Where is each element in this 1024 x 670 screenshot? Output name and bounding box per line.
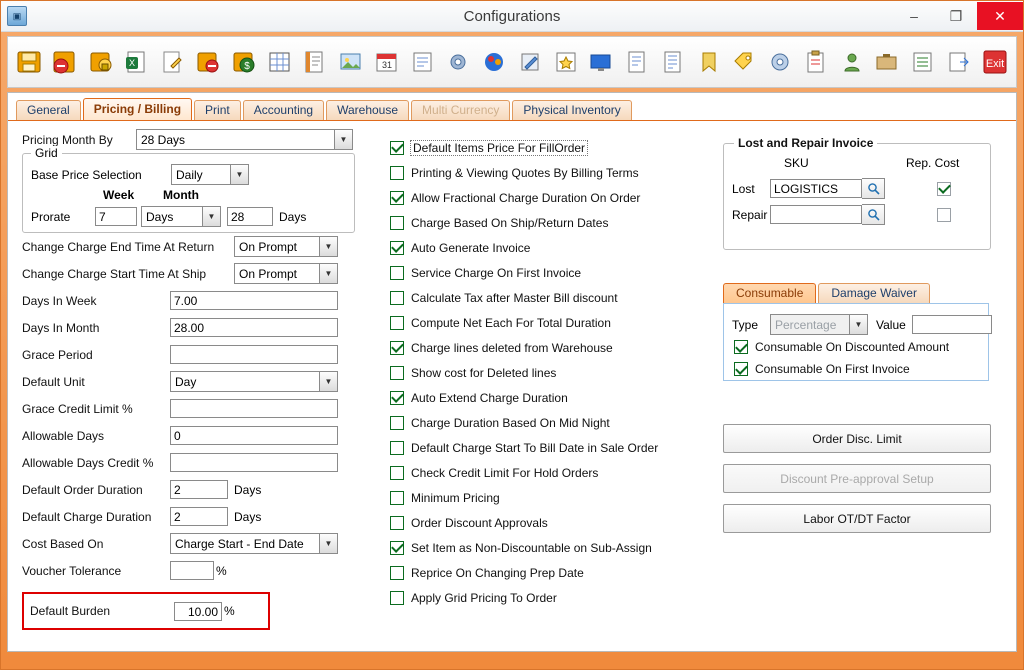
cost-based-on-combo[interactable] [170,533,338,554]
checkbox-box[interactable] [390,266,404,280]
checkbox-set-item-as-non-discountable-on-sub-assign[interactable] [390,535,690,560]
change-charge-end-time-combo[interactable] [234,236,338,257]
type-label: Type [732,317,759,332]
sub-tab-damage-waiver[interactable]: Damage Waiver [818,283,930,303]
tag-icon[interactable] [727,41,762,83]
consumable-sub-tabs [723,283,989,303]
checkbox-box[interactable] [390,416,404,430]
week-header: Week [103,188,135,202]
checkbox-service-charge-on-first-invoice[interactable] [390,260,690,285]
search-icon[interactable] [862,178,885,199]
field-label: Days In Week [22,293,97,308]
days-in-month-input[interactable]: 28.00 [170,318,338,337]
field-default-unit [22,368,367,395]
grace-period-input[interactable] [170,345,338,364]
chevron-down-icon[interactable]: ▼ [202,207,220,226]
main-toolbar [7,36,1017,88]
field-value: On Prompt [239,266,298,281]
checkbox-box[interactable] [390,566,404,580]
base-price-selection-combo[interactable] [171,164,249,185]
field-label: Allowable Days [22,428,105,443]
checkbox-box[interactable] [390,591,404,605]
svg-text:Exit: Exit [985,58,1004,70]
price-tag-icon[interactable] [227,41,262,83]
checkbox-label: Consumable On First Invoice [755,362,910,376]
checkbox-label: Consumable On Discounted Amount [755,340,950,354]
app-icon: ▣ [7,6,27,26]
lost-and-repair-legend: Lost and Repair Invoice [734,136,877,150]
field-value: Day [175,374,197,389]
month-header: Month [163,188,199,202]
checkbox-label: Reprice On Changing Prep Date [411,565,584,580]
consumable-type-combo[interactable] [770,314,868,335]
checkbox-box[interactable] [390,466,404,480]
default-unit-combo[interactable] [170,371,338,392]
checkbox-box[interactable] [937,182,951,196]
repair-sku-input[interactable] [770,205,862,224]
svg-text:31: 31 [381,60,392,70]
calendar-icon[interactable] [370,41,405,83]
lock-icon[interactable] [84,41,119,83]
checkbox-box[interactable] [390,441,404,455]
checkbox-box[interactable] [390,491,404,505]
checkbox-box[interactable] [390,216,404,230]
paint-icon[interactable] [513,41,548,83]
checkbox-apply-grid-pricing-to-order[interactable] [390,585,690,610]
checkbox-default-items-price-for-fillorder[interactable] [390,135,690,160]
repair-row [732,204,958,225]
prorate-week-unit-value: Days [146,209,174,224]
field-label: Default Unit [22,374,85,389]
delete-record-icon[interactable] [48,41,83,83]
monitor-icon[interactable] [584,41,619,83]
tab-physical-inventory[interactable]: Physical Inventory [512,100,631,120]
checkbox-allow-fractional-charge-duration-on-order[interactable] [390,185,690,210]
tab-multi-currency: Multi Currency [411,100,510,120]
checkbox-box[interactable] [390,341,404,355]
unit-label: % [224,604,235,618]
checkbox-reprice-on-changing-prep-date[interactable] [390,560,690,585]
checkbox-label: Default Charge Start To Bill Date in Sale Order [411,440,659,455]
checkbox-label: Auto Generate Invoice [411,240,531,255]
button-label: Order Disc. Limit [812,431,902,446]
field-days-in-month [22,314,367,341]
checkbox-box[interactable] [390,316,404,330]
default-order-duration-input[interactable]: 2 [170,480,228,499]
svg-text:$: $ [244,61,250,72]
checkbox-box[interactable] [390,541,404,555]
consumable-panel [723,303,989,381]
field-label: Default Charge Duration [22,509,152,524]
grace-credit-limit-input[interactable] [170,399,338,418]
chevron-down-icon[interactable]: ▼ [319,534,337,553]
chevron-down-icon[interactable]: ▼ [334,130,352,149]
settings-icon[interactable] [441,41,476,83]
lost-and-repair-group [723,136,991,250]
color-palette-icon[interactable] [477,41,512,83]
checkbox-box[interactable] [734,362,748,376]
checkbox-label: Order Discount Approvals [411,515,548,530]
chevron-down-icon[interactable]: ▼ [319,237,337,256]
checkbox-label: Compute Net Each For Total Duration [411,315,611,330]
tab-warehouse[interactable]: Warehouse [326,100,409,120]
value-label: Value [876,317,906,332]
person-icon[interactable] [834,41,869,83]
edit-icon[interactable] [155,41,190,83]
chevron-down-icon[interactable]: ▼ [849,315,867,334]
field-value: Charge Start - End Date [175,536,304,551]
field-grace-credit-limit [22,395,367,422]
notes-icon[interactable] [298,41,333,83]
checkbox-label: Show cost for Deleted lines [411,365,557,380]
field-label: Grace Credit Limit % [22,401,133,416]
voucher-tolerance-input[interactable] [170,561,214,580]
field-label: Voucher Tolerance [22,563,122,578]
prorate-label: Prorate [31,209,71,224]
checkbox-default-charge-start-to-bill-date-in-sale-order[interactable] [390,435,690,460]
consumable-section [723,283,989,381]
favorite-icon[interactable] [548,41,583,83]
checkbox-check-credit-limit-for-hold-orders[interactable] [390,460,690,485]
prorate-week-unit-combo[interactable] [141,206,221,227]
allowable-days-credit-input[interactable] [170,453,338,472]
unit-label: % [216,563,227,578]
image-icon[interactable] [334,41,369,83]
checkbox-compute-net-each-for-total-duration[interactable] [390,310,690,335]
checkbox-charge-lines-deleted-from-warehouse[interactable] [390,335,690,360]
field-label: Default Burden [30,604,111,618]
field-label: Cost Based On [22,536,104,551]
unit-label: Days [234,509,262,524]
default-charge-duration-input[interactable]: 2 [170,507,228,526]
document-icon[interactable] [620,41,655,83]
field-allowable-days-credit [22,449,367,476]
checkbox-box[interactable] [390,166,404,180]
lost-rep-cost-checkbox[interactable] [937,182,958,196]
maximize-button[interactable]: ❐ [949,7,963,24]
checkbox-box[interactable] [390,391,404,405]
minimize-button[interactable]: – [910,8,918,24]
chevron-down-icon[interactable]: ▼ [319,372,337,391]
search-icon[interactable] [862,204,885,225]
unit-label: Days [234,482,262,497]
prorate-month-unit-label: Days [279,209,307,224]
checkbox-box[interactable] [390,366,404,380]
svg-text:X: X [128,58,135,68]
prorate-week-input[interactable]: 7 [95,207,137,226]
checkbox-box[interactable] [734,340,748,354]
consumable-type-value: Percentage [775,317,837,332]
close-button[interactable]: ✕ [977,2,1023,30]
checkbox-charge-based-on-ship-return-dates[interactable] [390,210,690,235]
checkbox-label: Apply Grid Pricing To Order [411,590,557,605]
consumable-value-input[interactable] [912,315,992,334]
field-label: Grace Period [22,347,93,362]
tab-accounting[interactable]: Accounting [243,100,324,120]
chevron-down-icon[interactable]: ▼ [230,165,248,184]
field-cost-based-on [22,530,367,557]
title-bar [1,1,1023,32]
list-icon[interactable] [906,41,941,83]
checkbox-consumable-on-first-invoice[interactable] [734,358,910,380]
allowable-days-input[interactable]: 0 [170,426,338,445]
rep-cost-column-header: Rep. Cost [906,156,960,170]
checkbox-consumable-on-discounted-amount[interactable] [734,336,949,358]
tab-general[interactable]: General [16,100,81,120]
checkbox-label: Minimum Pricing [411,490,500,505]
order-disc-limit-button[interactable] [723,424,991,453]
field-value: On Prompt [239,239,298,254]
tab-print[interactable]: Print [194,100,241,120]
left-fields [22,233,367,630]
tools-icon[interactable] [763,41,798,83]
checkbox-order-discount-approvals[interactable] [390,510,690,535]
field-label: Default Order Duration [22,482,143,497]
sub-tab-consumable[interactable]: Consumable [723,283,816,303]
default-burden-highlight [22,592,270,630]
excel-export-icon[interactable] [119,41,154,83]
repair-rep-cost-checkbox[interactable] [937,208,958,222]
checkbox-label: Set Item as Non-Discountable on Sub-Assign [411,540,652,555]
checkbox-box[interactable] [390,291,404,305]
discount-pre-approval-setup-button [723,464,991,493]
window-controls [893,1,1023,31]
checkbox-label: Auto Extend Charge Duration [411,390,568,405]
checkbox-box[interactable] [390,516,404,530]
checkbox-charge-duration-based-on-mid-night[interactable] [390,410,690,435]
pricing-month-by-label: Pricing Month By [22,132,113,147]
prorate-month-input[interactable]: 28 [227,207,273,226]
grid-icon[interactable] [262,41,297,83]
field-voucher-tolerance [22,557,367,584]
checkbox-box[interactable] [390,241,404,255]
checkbox-label: Calculate Tax after Master Bill discount [411,290,618,305]
checkbox-label: Check Credit Limit For Hold Orders [411,465,599,480]
field-grace-period [22,341,367,368]
lost-row [732,178,958,199]
chevron-down-icon[interactable]: ▼ [319,264,337,283]
checkbox-label: Charge lines deleted from Warehouse [411,340,613,355]
checkbox-label: Charge Duration Based On Mid Night [411,415,610,430]
pricing-month-by-value: 28 Days [141,132,186,147]
clipboard-icon[interactable] [799,41,834,83]
button-label: Labor OT/DT Factor [803,511,911,526]
field-allowable-days [22,422,367,449]
field-default-order-duration [22,476,367,503]
lost-sku-input[interactable]: LOGISTICS [770,179,862,198]
base-price-selection-value: Daily [176,167,203,182]
options-checkbox-list [390,135,690,610]
field-change-charge-end-time [22,233,367,260]
checkbox-auto-extend-charge-duration[interactable] [390,385,690,410]
field-change-charge-start-time [22,260,367,287]
repair-label: Repair [732,207,768,222]
grid-group [22,146,355,233]
change-charge-start-time-combo[interactable] [234,263,338,284]
export-icon[interactable] [942,41,977,83]
field-label: Days In Month [22,320,100,335]
pricing-billing-panel [8,121,1016,657]
field-default-burden [30,600,264,622]
save-icon[interactable] [12,41,47,83]
labor-ot-dt-factor-button[interactable] [723,504,991,533]
field-label: Change Charge Start Time At Ship [22,266,207,281]
field-default-charge-duration [22,503,367,530]
checkbox-box[interactable] [390,191,404,205]
field-days-in-week [22,287,367,314]
client-area [7,92,1017,652]
exit-icon[interactable] [977,41,1012,83]
tab-bar [8,97,1016,121]
checkbox-box[interactable] [390,141,404,155]
window-title: Configurations [463,7,561,25]
lost-label: Lost [732,181,755,196]
checkbox-box[interactable] [937,208,951,222]
grid-group-legend: Grid [31,146,62,160]
checkbox-label: Charge Based On Ship/Return Dates [411,215,609,230]
checkbox-label: Default Items Price For FillOrder [413,140,586,155]
days-in-week-input[interactable]: 7.00 [170,291,338,310]
default-burden-input[interactable]: 10.00 [174,602,222,621]
checkbox-calculate-tax-after-master-bill-discount[interactable] [390,285,690,310]
checkbox-minimum-pricing[interactable] [390,485,690,510]
checkbox-show-cost-for-deleted-lines[interactable] [390,360,690,385]
tab-pricing-billing[interactable]: Pricing / Billing [83,98,192,120]
checkbox-label: Service Charge On First Invoice [411,265,582,280]
checkbox-label: Printing & Viewing Quotes By Billing Terms [411,165,639,180]
checkbox-label: Allow Fractional Charge Duration On Order [411,190,641,205]
document-lines-icon[interactable] [656,41,691,83]
field-label: Change Charge End Time At Return [22,239,215,254]
pricing-month-by-combo[interactable] [136,129,353,150]
button-label: Discount Pre-approval Setup [780,471,934,486]
bookmark-icon[interactable] [691,41,726,83]
base-price-selection-label: Base Price Selection [31,167,142,182]
briefcase-icon[interactable] [870,41,905,83]
report-icon[interactable] [405,41,440,83]
sku-column-header: SKU [784,156,809,170]
checkbox-auto-generate-invoice[interactable] [390,235,690,260]
cancel-icon[interactable] [191,41,226,83]
field-label: Allowable Days Credit % [22,455,154,470]
checkbox-printing-viewing-quotes-by-billing-terms[interactable] [390,160,690,185]
